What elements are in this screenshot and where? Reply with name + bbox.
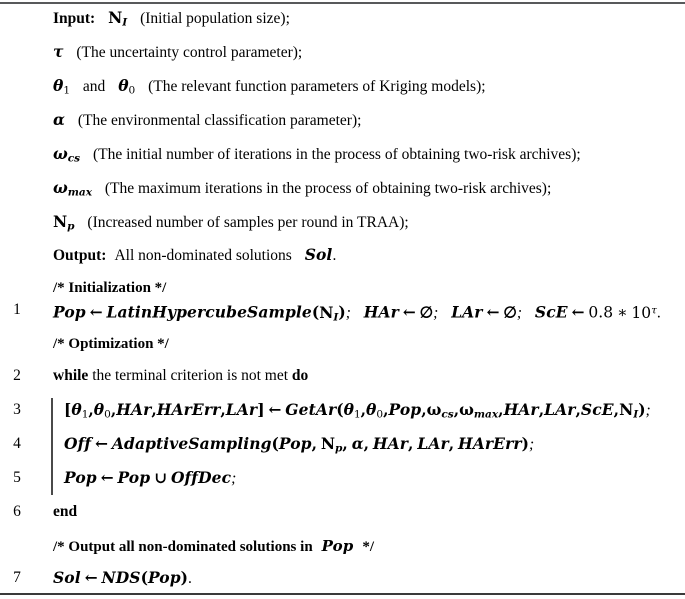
do-keyword: do <box>291 367 309 384</box>
input-symbol-theta-0: $\theta_0$ <box>118 76 136 97</box>
step-row-3 <box>0 400 685 420</box>
input-symbol-Np: $N_p$ <box>53 212 75 233</box>
input-description-2: (The relevant function parameters of Kriging models); <box>148 78 486 95</box>
input-description-4: (The initial number of iterations in the process of obtaining two-risk archives); <box>92 146 581 163</box>
comment-output-variable: Pop <box>321 537 354 555</box>
step-code-6: end <box>53 503 78 520</box>
comment-output-note <box>0 536 685 556</box>
step-row-2 <box>0 366 685 386</box>
comment-output-post: */ <box>362 539 375 555</box>
input-description-1: (The uncertainty control parameter); <box>76 44 303 61</box>
output-variable-sol: Sol <box>304 245 333 264</box>
line-number-4: 4 <box>13 435 21 452</box>
input-description-6: (Increased number of samples per round in TRAA); <box>87 214 409 231</box>
input-symbol-theta-1: $\theta_1$ <box>53 76 71 97</box>
while-condition: the terminal criterion is not met <box>92 367 289 384</box>
comment-optimization <box>0 334 685 354</box>
output-terminator: . <box>332 247 337 264</box>
input-symbol-omega-cs: $\omega_{cs}$ <box>53 144 81 165</box>
input-conjunction: and <box>82 78 106 95</box>
step-code-3: $[\theta_1,\theta_0,HAr,HArErr,LAr]$ ← $GetAr(\theta_1,\theta_0,Pop,\omega_{cs},\omega_{max},HAr,LAr,ScE,N_I)$; <box>64 400 651 421</box>
step-code-2 <box>53 366 308 386</box>
input-line-kriging-parameters <box>0 76 685 96</box>
input-line-population-size <box>0 8 685 28</box>
comment-optimization-text: /* Optimization */ <box>53 336 169 352</box>
line-number-1: 1 <box>13 301 21 318</box>
while-keyword: while <box>53 367 89 384</box>
step-row-1 <box>0 300 685 324</box>
step-row-7 <box>0 568 685 588</box>
line-number-6: 6 <box>13 503 21 520</box>
output-line <box>0 245 685 265</box>
step-code-7: Sol ← NDS(Pop). <box>53 568 192 587</box>
input-description-5: (The maximum iterations in the process of obtaining two-risk archives); <box>104 180 552 197</box>
step-row-5 <box>0 468 685 488</box>
input-description-3: (The environmental classification parameter); <box>77 112 362 129</box>
step-code-1: Pop ← $LatinHypercubeSample(N_I)$; HAr ← ∅; LAr ← ∅; ScE ← 0.8 ∗ $10^\tau$. <box>53 302 661 324</box>
comment-initialization-text: /* Initialization */ <box>53 280 167 296</box>
step-row-6 <box>0 502 685 522</box>
step-row-4 <box>0 434 685 454</box>
line-number-5: 5 <box>13 469 21 486</box>
output-text: All non-dominated solutions <box>114 247 292 264</box>
input-symbol-alpha: α <box>53 110 65 129</box>
input-symbol-tau: τ <box>53 42 64 61</box>
comment-output-pre: /* Output all non-dominated solutions in <box>53 539 313 555</box>
input-line-samples-per-round <box>0 212 685 232</box>
top-rule-divider <box>0 2 685 4</box>
input-description-0: (Initial population size); <box>140 10 290 27</box>
bottom-rule-divider <box>0 593 685 595</box>
input-symbol-omega-max: $\omega_{max}$ <box>53 178 93 199</box>
input-label: Input: <box>53 10 96 27</box>
step-code-4: Off ← AdaptiveSampling(Pop, $N_p$, α, HAr, LAr, HArErr); <box>64 434 535 455</box>
step-code-5: Pop ← Pop ∪ OffDec; <box>64 468 237 487</box>
input-symbol-N: $N_I$ <box>108 8 128 29</box>
input-line-environmental-classification <box>0 110 685 130</box>
input-line-omega-max <box>0 178 685 198</box>
line-number-2: 2 <box>13 367 21 384</box>
input-line-uncertainty-parameter <box>0 42 685 62</box>
line-number-7: 7 <box>13 569 21 586</box>
line-number-3: 3 <box>13 401 21 418</box>
comment-initialization <box>0 278 685 298</box>
comment-output-note-text <box>53 536 374 557</box>
input-line-omega-cs <box>0 144 685 164</box>
output-label: Output: <box>53 247 107 264</box>
